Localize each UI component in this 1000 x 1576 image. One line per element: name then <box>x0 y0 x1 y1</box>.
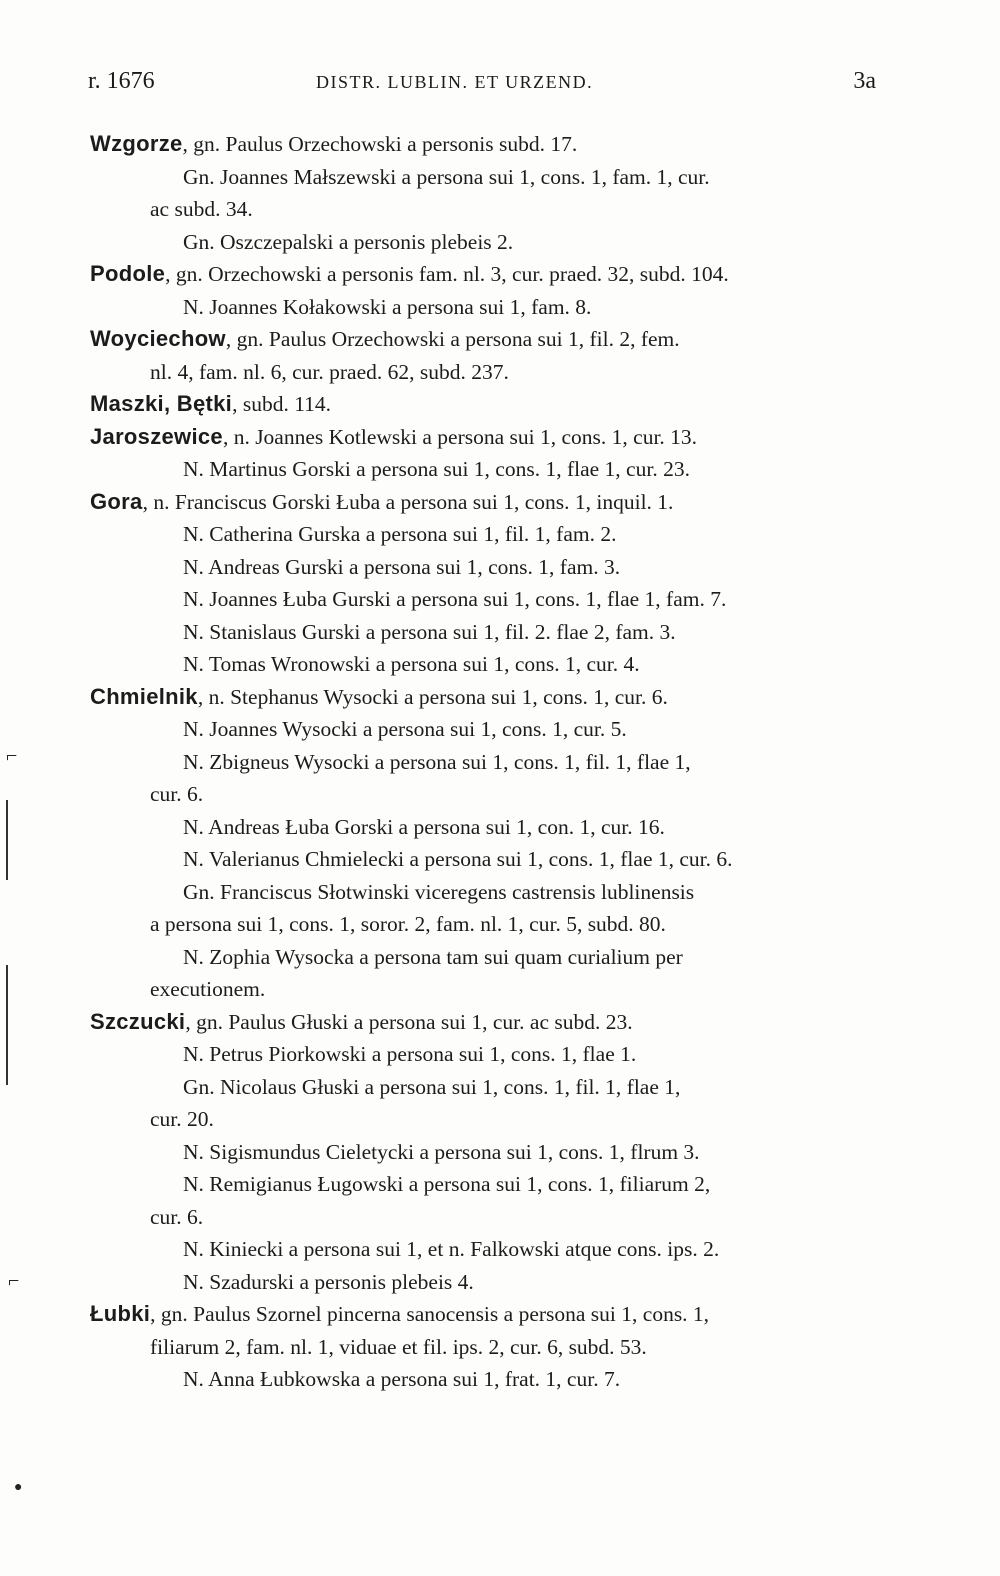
place-name: Woyciechow <box>90 326 226 351</box>
text-line <box>0 323 1000 356</box>
entry-text: N. Sigismundus Cieletycki a persona sui 1, cons. 1, flrum 3. <box>183 1139 700 1164</box>
entry-text: , gn. Paulus Głuski a persona sui 1, cur. ac subd. 23. <box>185 1009 633 1034</box>
entry-text: , gn. Paulus Orzechowski a personis subd. 17. <box>182 132 578 156</box>
entry-text: N. Petrus Piorkowski a persona sui 1, cons. 1, flae 1. <box>183 1042 637 1066</box>
running-head <box>88 68 876 104</box>
text-line <box>0 843 1000 876</box>
entry-text: cur. 6. <box>150 782 204 806</box>
entry-text: N. Martinus Gorski a persona sui 1, cons. 1, flae 1, cur. 23. <box>183 457 690 481</box>
text-line <box>0 583 1000 616</box>
text-line <box>0 648 1000 681</box>
text-line <box>0 681 1000 714</box>
entry-text: , subd. 114. <box>232 392 332 416</box>
text-line <box>0 1071 1000 1104</box>
entry-text: N. Tomas Wronowski a persona sui 1, cons. 1, cur. 4. <box>183 652 640 676</box>
text-line <box>0 1298 1000 1331</box>
margin-dot-icon: ● <box>14 1480 23 1495</box>
entry-text: N. Stanislaus Gurski a persona sui 1, fil. 2. flae 2, fam. 3. <box>183 619 676 644</box>
page-number: 3a <box>853 68 876 94</box>
place-name: Jaroszewice <box>90 423 223 449</box>
text-line <box>0 1331 1000 1364</box>
header-title: DISTR. LUBLIN. ET URZEND. <box>316 72 594 92</box>
text-line <box>0 616 1000 649</box>
text-line <box>0 388 1000 421</box>
text-body <box>0 128 1000 1396</box>
entry-text: Gn. Oszczepalski a personis plebeis 2. <box>183 229 514 254</box>
text-line <box>0 778 1000 811</box>
entry-text: N. Kiniecki a persona sui 1, et n. Falkowski atque cons. ips. 2. <box>183 1237 720 1261</box>
margin-mark-icon: ⌐ <box>6 745 18 767</box>
entry-text: ac subd. 34. <box>150 197 253 221</box>
entry-text: , n. Joannes Kotlewski a persona sui 1, cons. 1, cur. 13. <box>222 424 698 449</box>
margin-rule <box>6 965 8 1085</box>
entry-text: N. Anna Łubkowska a persona sui 1, frat. 1, cur. 7. <box>183 1367 621 1391</box>
entry-text: N. Catherina Gurska a persona sui 1, fil. 1, fam. 2. <box>183 522 617 546</box>
text-line <box>0 486 1000 519</box>
place-name: Chmielnik <box>90 683 198 709</box>
text-line <box>0 161 1000 194</box>
margin-mark-icon: ⌐ <box>8 1270 20 1292</box>
text-line <box>0 876 1000 909</box>
entry-text: , n. Franciscus Gorski Łuba a persona sui 1, cons. 1, inquil. 1. <box>142 489 674 514</box>
place-name: Maszki, Bętki <box>90 391 233 416</box>
text-line <box>0 1266 1000 1299</box>
place-name: Podole <box>90 261 166 286</box>
entry-text: a persona sui 1, cons. 1, soror. 2, fam. nl. 1, cur. 5, subd. 80. <box>150 912 666 936</box>
text-line <box>0 713 1000 746</box>
entry-text: cur. 20. <box>150 1107 214 1131</box>
entry-text: N. Andreas Gurski a persona sui 1, cons. 1, fam. 3. <box>183 554 621 579</box>
place-name: Gora <box>90 488 143 514</box>
text-line <box>0 908 1000 941</box>
text-line <box>0 226 1000 259</box>
entry-text: N. Szadurski a personis plebeis 4. <box>183 1269 474 1294</box>
entry-text: Gn. Joannes Małszewski a persona sui 1, cons. 1, fam. 1, cur. <box>183 164 710 189</box>
text-line <box>0 941 1000 974</box>
entry-text: N. Joannes Łuba Gurski a persona sui 1, cons. 1, flae 1, fam. 7. <box>183 587 727 611</box>
header-year: r. 1676 <box>88 68 155 94</box>
entry-text: N. Joannes Kołakowski a persona sui 1, fam. 8. <box>183 294 592 319</box>
entry-text: N. Valerianus Chmielecki a persona sui 1, cons. 1, flae 1, cur. 6. <box>183 847 733 871</box>
entry-text: Gn. Nicolaus Głuski a persona sui 1, cons. 1, fil. 1, flae 1, <box>183 1074 681 1099</box>
text-line <box>0 1136 1000 1169</box>
text-line <box>0 1363 1000 1396</box>
entry-text: , gn. Paulus Orzechowski a persona sui 1, fil. 2, fem. <box>225 327 680 351</box>
text-line <box>0 746 1000 779</box>
text-line <box>0 973 1000 1006</box>
entry-text: N. Zbigneus Wysocki a persona sui 1, cons. 1, fil. 1, flae 1, <box>183 749 691 774</box>
entry-text: N. Remigianus Ługowski a persona sui 1, cons. 1, filiarum 2, <box>183 1172 711 1196</box>
text-line <box>0 1168 1000 1201</box>
entry-text: nl. 4, fam. nl. 6, cur. praed. 62, subd. 237. <box>150 359 509 384</box>
text-line <box>0 291 1000 324</box>
entry-text: N. Joannes Wysocki a persona sui 1, cons. 1, cur. 5. <box>183 717 627 741</box>
text-line <box>0 1201 1000 1234</box>
entry-text: filiarum 2, fam. nl. 1, viduae et fil. ips. 2, cur. 6, subd. 53. <box>150 1334 647 1359</box>
entry-text: , gn. Paulus Szornel pincerna sanocensis a persona sui 1, cons. 1, <box>150 1302 710 1326</box>
text-line <box>0 811 1000 844</box>
text-line <box>0 258 1000 291</box>
text-line <box>0 518 1000 551</box>
text-line <box>0 1038 1000 1071</box>
text-line <box>0 1103 1000 1136</box>
place-name: Wzgorze <box>90 131 183 156</box>
entry-text: N. Andreas Łuba Gorski a persona sui 1, con. 1, cur. 16. <box>183 814 665 839</box>
entry-text: executionem. <box>150 977 266 1001</box>
text-line <box>0 551 1000 584</box>
text-line <box>0 453 1000 486</box>
text-line <box>0 1233 1000 1266</box>
place-name: Łubki <box>90 1301 151 1326</box>
text-line <box>0 356 1000 389</box>
text-line <box>0 421 1000 454</box>
entry-text: , n. Stephanus Wysocki a persona sui 1, cons. 1, cur. 6. <box>197 684 668 709</box>
text-line <box>0 1006 1000 1039</box>
entry-text: , gn. Orzechowski a personis fam. nl. 3, cur. praed. 32, subd. 104. <box>165 262 729 286</box>
text-line <box>0 193 1000 226</box>
entry-text: cur. 6. <box>150 1204 204 1229</box>
entry-text: N. Zophia Wysocka a persona tam sui quam curialium per <box>183 944 683 969</box>
margin-rule <box>6 800 8 880</box>
text-line <box>0 128 1000 161</box>
entry-text: Gn. Franciscus Słotwinski viceregens castrensis lublinensis <box>183 879 695 904</box>
place-name: Szczucki <box>90 1008 186 1034</box>
